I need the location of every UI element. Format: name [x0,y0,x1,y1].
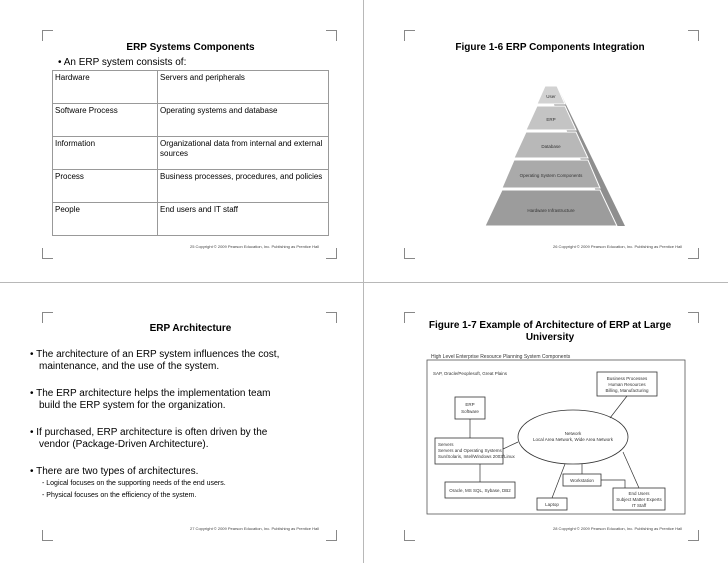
table-row [53,170,329,203]
erp-software-label: Software [461,409,479,414]
architecture-bullets [30,349,340,502]
slide-corner-mark [326,312,337,323]
servers-label: Sun/Solaris, Intel/Windows 2003/Linux [438,454,515,459]
sub-bullet: - Physical focuses on the efficiency of the system. [42,492,197,499]
bullet-line: • The ERP architecture helps the implementation team [30,388,271,399]
slide-corner-mark [404,248,415,259]
component-cell: Software Process [53,104,158,137]
sub-bullet: - Logical focuses on the supporting needs of the end users. [42,480,226,487]
bullet-line: • If purchased, ERP architecture is often driven by the [30,427,268,438]
slide-title: ERP Systems Components [126,42,255,53]
laptop-label: Laptop [545,502,559,507]
network-label: Local Area Network, Wide Area Network [532,437,614,442]
slide-corner-mark [688,30,699,41]
bullet-line: • There are two types of architectures. [30,466,199,477]
connector-line [503,442,518,449]
erp-pyramid-diagram [475,84,635,234]
slide-footer: 26 Copyright © 2009 Pearson Education, Inc. Publishing as Prentice Hall [553,244,683,249]
bullet-line: vendor (Package-Driven Architecture). [39,439,209,450]
diagram-heading: High Level Enterprise Resource Planning System Components [431,354,571,360]
slide-corner-mark [404,30,415,41]
connector-line [623,452,639,488]
slide-corner-mark [326,530,337,541]
pyramid-label: Hardware Infrastructure [527,208,575,213]
description-cell: Operating systems and database [158,104,329,137]
description-cell: End users and IT staff [158,203,329,236]
bullet-item [30,466,340,502]
slide-corner-mark [688,530,699,541]
bullet-item [30,349,340,373]
pyramid-label: Operating System Components [519,173,583,178]
database-label: Oracle, MS SQL, Sybase, DB2 [449,488,511,493]
connector-line [610,396,627,418]
bullet-line: • The architecture of an ERP system influences the cost, [30,349,280,360]
erp-software-box [455,397,485,419]
slide-corner-mark [42,30,53,41]
servers-label: Servers and Operating Systems [438,448,502,453]
business-processes-label: Billing, Manufacturing [605,388,649,393]
table-row [53,104,329,137]
vendor-list: SAP, Oracle/Peoplesoft, Great Plains [433,371,507,376]
bullet-line: maintenance, and the use of the system. [39,361,220,372]
components-table [52,70,329,236]
slide-corner-mark [42,530,53,541]
table-row [53,137,329,170]
slide-footer: 27 Copyright © 2009 Pearson Education, Inc. Publishing as Prentice Hall [190,526,320,531]
component-cell: People [53,203,158,236]
component-cell: Information [53,137,158,170]
slide-corner-mark [326,248,337,259]
slide-corner-mark [42,312,53,323]
end-users-label: Subject Matter Experts [616,497,662,502]
bullet-item [30,427,340,451]
table-row [53,71,329,104]
slide-corner-mark [326,30,337,41]
servers-label: Servers [438,442,454,447]
description-cell: Organizational data from internal and external sources [158,137,329,170]
erp-software-label: ERP [465,402,475,407]
component-cell: Hardware [53,71,158,104]
description-cell: Servers and peripherals [158,71,329,104]
slide-corner-mark [404,530,415,541]
slide-corner-mark [688,248,699,259]
pyramid-label: User [546,94,556,99]
end-users-label: IT Staff [631,503,647,508]
slide-title-line: University [525,332,575,343]
end-users-label: End Users [628,491,650,496]
slide-corner-mark [42,248,53,259]
slide-title: Figure 1-6 ERP Components Integration [455,42,645,53]
slide-title: ERP Architecture [149,323,232,334]
horizontal-divider [0,282,728,283]
connector-line [601,480,625,488]
pyramid-label: ERP [546,117,556,122]
slide-title-line: Figure 1-7 Example of Architecture of ERP at Large [428,320,672,331]
workstation-label: Workstation [570,478,594,483]
intro-bullet: • An ERP system consists of: [58,57,187,68]
slide-footer: 28 Copyright © 2009 Pearson Education, Inc. Publishing as Prentice Hall [553,526,683,531]
table-row [53,203,329,236]
description-cell: Business processes, procedures, and policies [158,170,329,203]
component-cell: Process [53,170,158,203]
pyramid-label: Database [541,144,561,149]
slide-footer: 25 Copyright © 2009 Pearson Education, Inc. Publishing as Prentice Hall [190,244,320,249]
network-label: Network [564,431,582,436]
slide-title [405,320,695,344]
bullet-item [30,388,340,412]
business-processes-label: Human Resources [608,382,646,387]
bullet-line: build the ERP system for the organization. [39,400,226,411]
erp-architecture-diagram [425,352,688,517]
business-processes-label: Business Processes [606,376,648,381]
